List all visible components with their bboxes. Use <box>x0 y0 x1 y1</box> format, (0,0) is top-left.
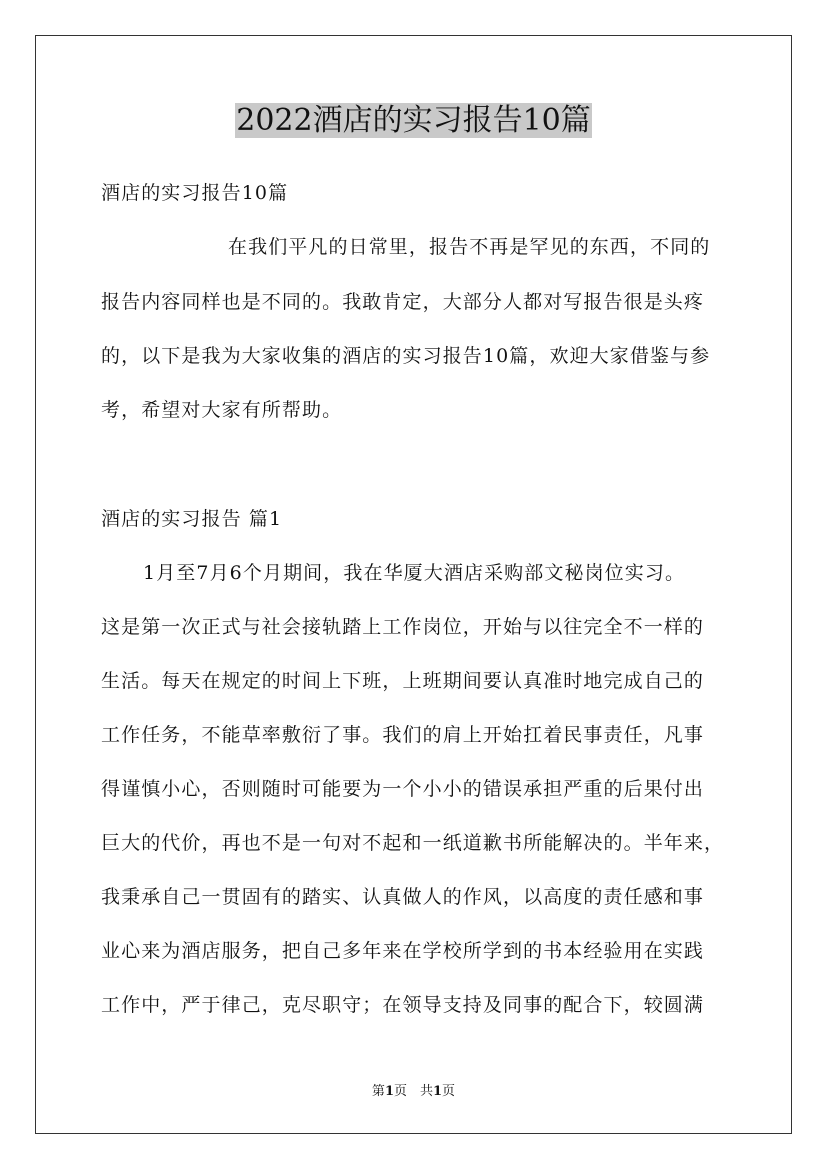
document-title-text: 2022酒店的实习报告10篇 <box>236 103 591 138</box>
body-line: 巨大的代价，再也不是一句对不起和一纸道歉书所能解决的。半年来， <box>101 832 725 854</box>
section-heading: 酒店的实习报告 篇1 <box>101 508 283 530</box>
intro-line: 报告内容同样也是不同的。我敢肯定，大部分人都对写报告很是头疼 <box>101 291 705 313</box>
document-title <box>0 100 827 142</box>
body-line: 生活。每天在规定的时间上下班，上班期间要认真准时地完成自己的 <box>101 670 705 692</box>
page-footer <box>0 1083 827 1101</box>
body-line: 我秉承自己一贯固有的踏实、认真做人的作风，以高度的责任感和事 <box>101 886 705 908</box>
body-line: 1月至7月6个月期间，我在华厦大酒店采购部文秘岗位实习。 <box>143 562 686 584</box>
body-line: 工作中，严于律己，克尽职守；在领导支持及同事的配合下，较圆满 <box>101 994 705 1016</box>
body-line: 工作任务，不能草率敷衍了事。我们的肩上开始扛着民事责任，凡事 <box>101 724 705 746</box>
page-suffix: 页 <box>442 1084 456 1099</box>
body-line: 业心来为酒店服务，把自己多年来在学校所学到的书本经验用在实践 <box>101 940 705 962</box>
subtitle: 酒店的实习报告10篇 <box>101 182 289 204</box>
page-prefix: 第 <box>371 1084 385 1099</box>
page-total: 1 <box>433 1084 443 1099</box>
intro-line: 在我们平凡的日常里，报告不再是罕见的东西，不同的 <box>228 236 711 258</box>
intro-line: 考，希望对大家有所帮助。 <box>101 399 343 421</box>
body-line: 得谨慎小心，否则随时可能要为一个小小的错误承担严重的后果付出 <box>101 778 705 800</box>
intro-line: 的，以下是我为大家收集的酒店的实习报告10篇，欢迎大家借鉴与参 <box>101 345 711 367</box>
body-line: 这是第一次正式与社会接轨踏上工作岗位，开始与以往完全不一样的 <box>101 616 705 638</box>
page-mid: 页 共 <box>393 1084 433 1099</box>
page-number: 1 <box>384 1084 394 1099</box>
